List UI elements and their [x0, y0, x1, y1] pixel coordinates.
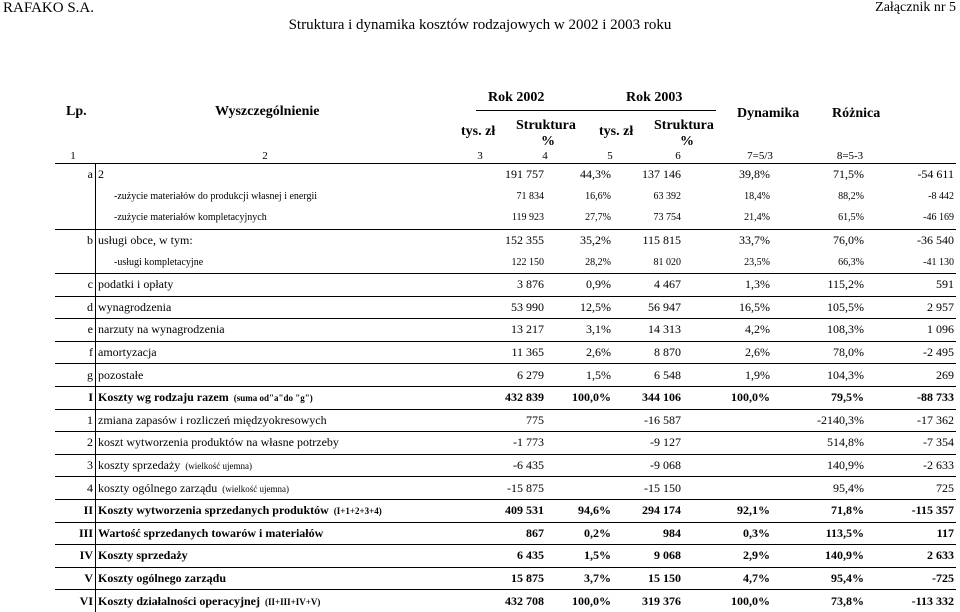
- colnum-8: 8=5-3: [836, 150, 864, 162]
- row-lp: [55, 207, 96, 229]
- table-row: [55, 590, 956, 612]
- row-name-text: pozostałe: [98, 367, 144, 382]
- dynamika-value: 95,4%: [772, 567, 866, 590]
- row-name-note: (wielkość ujemna): [222, 483, 290, 494]
- value-2003: 9 068: [613, 545, 683, 568]
- structure-2002: 44,3%: [546, 164, 613, 186]
- value-2002: -15 875: [478, 477, 546, 500]
- row-name: [96, 545, 479, 568]
- table-row: [55, 296, 956, 319]
- row-name-note: (I+1+2+3+4): [333, 506, 382, 517]
- structure-2003: 1,3%: [683, 273, 772, 296]
- structure-2003: 16,5%: [683, 296, 772, 319]
- roznica-value: -7 354: [866, 432, 956, 455]
- structure-2002: 0,9%: [546, 273, 613, 296]
- row-name: [96, 341, 479, 364]
- structure-2003: 100,0%: [683, 590, 772, 612]
- value-2002: 152 355: [478, 229, 546, 251]
- dynamika-value: -2140,3%: [772, 409, 866, 432]
- row-name: [96, 590, 479, 612]
- row-name-text: -zużycie materiałów do produkcji własnej i energii: [114, 190, 318, 202]
- row-lp: f: [55, 341, 96, 364]
- table-row: [55, 432, 956, 455]
- row-lp: II: [55, 499, 96, 522]
- structure-2002: 0,2%: [546, 522, 613, 545]
- value-2002: 71 834: [516, 190, 544, 202]
- colnum-4: 4: [542, 150, 548, 162]
- row-name-text: -zużycie materiałów kompletacyjnych: [114, 212, 267, 224]
- col-dynamika: Dynamika: [737, 106, 800, 121]
- row-lp: b: [55, 229, 96, 251]
- col-lp: Lp.: [66, 104, 87, 119]
- structure-2002: 3,7%: [546, 567, 613, 590]
- row-name-text: Wartość sprzedanych towarów i materiałów: [98, 525, 324, 540]
- structure-2002: 100,0%: [546, 386, 613, 409]
- value-2003: -15 150: [613, 477, 683, 500]
- row-name-text: -usługi kompletacyjne: [114, 256, 204, 268]
- row-name: [96, 251, 479, 273]
- row-name: [96, 567, 479, 590]
- table-row: [55, 567, 956, 590]
- row-lp: 3: [55, 454, 96, 477]
- roznica-value: -46 169: [923, 212, 954, 224]
- table-row: [55, 386, 956, 409]
- row-lp: VI: [55, 590, 96, 612]
- value-2003: 115 815: [613, 229, 683, 251]
- row-lp: [55, 186, 96, 208]
- dynamika-value: 113,5%: [772, 522, 866, 545]
- table-row: [55, 364, 956, 387]
- row-lp: 2: [55, 432, 96, 455]
- row-lp: g: [55, 364, 96, 387]
- structure-2003: 92,1%: [683, 499, 772, 522]
- row-name-text: wynagrodzenia: [98, 299, 172, 314]
- row-lp: I: [55, 386, 96, 409]
- structure-2003: [683, 454, 772, 477]
- structure-2002: 28,2%: [585, 256, 611, 268]
- value-2002: 775: [478, 409, 546, 432]
- value-2002: 122 150: [511, 256, 544, 268]
- dynamika-value: 108,3%: [772, 319, 866, 342]
- row-name-text: Koszty wg rodzaju razem: [98, 390, 229, 405]
- structure-2002: 35,2%: [546, 229, 613, 251]
- table-row: [55, 477, 956, 500]
- row-lp: III: [55, 522, 96, 545]
- dynamika-value: 71,8%: [772, 499, 866, 522]
- value-2003: -9 068: [613, 454, 683, 477]
- structure-2003: 39,8%: [683, 164, 772, 186]
- value-2002: 3 876: [478, 273, 546, 296]
- cost-table: [55, 163, 956, 612]
- row-lp: a: [55, 164, 96, 186]
- row-name: [96, 386, 479, 409]
- row-name-text: Koszty sprzedaży: [98, 548, 188, 563]
- dynamika-value: 76,0%: [772, 229, 866, 251]
- structure-2002: 16,6%: [585, 190, 611, 202]
- value-2002: 15 875: [478, 567, 546, 590]
- row-name: [96, 229, 479, 251]
- structure-2002: [546, 409, 613, 432]
- value-2002: 53 990: [478, 296, 546, 319]
- row-name: [96, 186, 479, 208]
- colnum-1: 1: [70, 150, 76, 162]
- roznica-value: 725: [866, 477, 956, 500]
- structure-2002: [546, 432, 613, 455]
- structure-2002: 1,5%: [546, 364, 613, 387]
- row-lp: IV: [55, 545, 96, 568]
- roznica-value: 269: [866, 364, 956, 387]
- table-row: [55, 409, 956, 432]
- value-2003: 8 870: [613, 341, 683, 364]
- row-name-text: Koszty wytworzenia sprzedanych produktów: [98, 503, 329, 518]
- row-name-note: (wielkość ujemna): [185, 461, 253, 472]
- header-divider: [476, 110, 716, 111]
- row-name-text: Koszty ogólnego zarządu: [98, 570, 226, 585]
- row-lp: [55, 251, 96, 273]
- roznica-value: -2 495: [866, 341, 956, 364]
- row-name: [96, 164, 479, 186]
- table-row: [55, 251, 956, 273]
- row-lp: d: [55, 296, 96, 319]
- structure-2002: 27,7%: [585, 212, 611, 224]
- dynamika-value: 105,5%: [772, 296, 866, 319]
- row-name-text: narzuty na wynagrodzenia: [98, 322, 225, 337]
- roznica-value: -2 633: [866, 454, 956, 477]
- table-row: [55, 273, 956, 296]
- row-lp: V: [55, 567, 96, 590]
- structure-2002: 94,6%: [546, 499, 613, 522]
- col-2003-structure-pct: %: [680, 134, 694, 149]
- roznica-value: -88 733: [866, 386, 956, 409]
- structure-2002: 1,5%: [546, 545, 613, 568]
- structure-2003: 4,2%: [683, 319, 772, 342]
- value-2003: 137 146: [613, 164, 683, 186]
- row-name: [96, 432, 479, 455]
- colnum-2: 2: [262, 150, 268, 162]
- row-name-text: zmiana zapasów i rozliczeń międzyokresowych: [98, 412, 327, 427]
- colnum-5: 5: [607, 150, 613, 162]
- structure-2002: 100,0%: [546, 590, 613, 612]
- value-2003: -16 587: [613, 409, 683, 432]
- col-roznica: Różnica: [832, 106, 881, 121]
- roznica-value: -115 357: [866, 499, 956, 522]
- structure-2003: 1,9%: [683, 364, 772, 387]
- row-name-text: podatki i opłaty: [98, 277, 174, 292]
- roznica-value: 2 633: [866, 545, 956, 568]
- col-2002-structure-pct: %: [541, 134, 555, 149]
- value-2002: 432 708: [478, 590, 546, 612]
- row-name: [96, 273, 479, 296]
- roznica-value: -36 540: [866, 229, 956, 251]
- value-2003: 6 548: [613, 364, 683, 387]
- col-year-2002: Rok 2002: [488, 90, 545, 105]
- dynamika-value: 95,4%: [772, 477, 866, 500]
- roznica-value: 2 957: [866, 296, 956, 319]
- table-row: [55, 499, 956, 522]
- structure-2002: 12,5%: [546, 296, 613, 319]
- row-name-note: (II+III+IV+V): [264, 596, 321, 607]
- colnum-6: 6: [675, 150, 681, 162]
- table-row: [55, 522, 956, 545]
- roznica-value: 117: [866, 522, 956, 545]
- value-2003: 319 376: [613, 590, 683, 612]
- structure-2003: [683, 432, 772, 455]
- value-2002: 11 365: [478, 341, 546, 364]
- row-name-text: Koszty działalności operacyjnej: [98, 593, 260, 608]
- structure-2002: [546, 454, 613, 477]
- row-name: [96, 319, 479, 342]
- roznica-value: -17 362: [866, 409, 956, 432]
- row-name: [96, 522, 479, 545]
- dynamika-value: 71,5%: [772, 164, 866, 186]
- table-row: [55, 454, 956, 477]
- structure-2002: 3,1%: [546, 319, 613, 342]
- roznica-value: 1 096: [866, 319, 956, 342]
- roznica-value: -113 332: [866, 590, 956, 612]
- row-name-text: koszty ogólnego zarządu: [98, 480, 218, 495]
- roznica-value: 591: [866, 273, 956, 296]
- col-year-2003: Rok 2003: [626, 90, 683, 105]
- structure-2003: 100,0%: [683, 386, 772, 409]
- row-name: [96, 499, 479, 522]
- value-2003: 73 754: [653, 212, 681, 224]
- col-name: Wyszczególnienie: [215, 104, 320, 119]
- company-name: RAFAKO S.A.: [3, 0, 94, 16]
- colnum-3: 3: [477, 150, 483, 162]
- roznica-value: -54 611: [866, 164, 956, 186]
- roznica-value: -8 442: [928, 190, 954, 202]
- col-2002-structure: Struktura: [516, 118, 576, 133]
- structure-2002: 2,6%: [546, 341, 613, 364]
- table-row: [55, 164, 956, 186]
- col-2003-value: tys. zł: [599, 124, 634, 139]
- roznica-value: -725: [866, 567, 956, 590]
- row-name: [96, 364, 479, 387]
- table-row: [55, 319, 956, 342]
- dynamika-value: 61,5%: [838, 212, 864, 224]
- table-row: [55, 207, 956, 229]
- row-lp: 4: [55, 477, 96, 500]
- row-name: [96, 207, 479, 229]
- structure-2002: [546, 477, 613, 500]
- structure-2003: 0,3%: [683, 522, 772, 545]
- annex-label: Załącznik nr 5: [875, 0, 956, 15]
- value-2002: -1 773: [478, 432, 546, 455]
- structure-2003: 21,4%: [744, 212, 770, 224]
- value-2003: 81 020: [653, 256, 681, 268]
- dynamika-value: 73,8%: [772, 590, 866, 612]
- value-2002: 867: [478, 522, 546, 545]
- dynamika-value: 140,9%: [772, 545, 866, 568]
- col-2002-value: tys. zł: [461, 124, 496, 139]
- row-name-text: koszt wytworzenia produktów na własne potrzeby: [98, 435, 339, 450]
- table-row: [55, 545, 956, 568]
- value-2003: 294 174: [613, 499, 683, 522]
- row-name: [96, 477, 479, 500]
- structure-2003: 4,7%: [683, 567, 772, 590]
- structure-2003: 2,6%: [683, 341, 772, 364]
- value-2002: 119 923: [511, 212, 544, 224]
- dynamika-value: 140,9%: [772, 454, 866, 477]
- dynamika-value: 79,5%: [772, 386, 866, 409]
- value-2002: 432 839: [478, 386, 546, 409]
- value-2003: 984: [613, 522, 683, 545]
- table-row: [55, 186, 956, 208]
- structure-2003: 18,4%: [744, 190, 770, 202]
- value-2003: 63 392: [653, 190, 681, 202]
- row-name-text: amortyzacja: [98, 345, 157, 360]
- table-row: [55, 341, 956, 364]
- document-title: Struktura i dynamika kosztów rodzajowych w 2002 i 2003 roku: [288, 17, 672, 33]
- value-2002: 6 435: [478, 545, 546, 568]
- value-2002: -6 435: [478, 454, 546, 477]
- row-name-text: usługi obce, w tym:: [98, 233, 193, 248]
- value-2002: 6 279: [478, 364, 546, 387]
- row-lp: 1: [55, 409, 96, 432]
- value-2002: 409 531: [478, 499, 546, 522]
- row-lp: c: [55, 273, 96, 296]
- value-2002: 13 217: [478, 319, 546, 342]
- dynamika-value: 514,8%: [772, 432, 866, 455]
- roznica-value: -41 130: [923, 256, 954, 268]
- value-2003: 14 313: [613, 319, 683, 342]
- dynamika-value: 104,3%: [772, 364, 866, 387]
- value-2003: 15 150: [613, 567, 683, 590]
- dynamika-value: 115,2%: [772, 273, 866, 296]
- row-name: [96, 296, 479, 319]
- value-2003: 4 467: [613, 273, 683, 296]
- structure-2003: [683, 477, 772, 500]
- table-row: [55, 229, 956, 251]
- structure-2003: [683, 409, 772, 432]
- row-name: [96, 454, 479, 477]
- value-2003: 344 106: [613, 386, 683, 409]
- col-2003-structure: Struktura: [654, 118, 714, 133]
- dynamika-value: 66,3%: [838, 256, 864, 268]
- row-name: [96, 409, 479, 432]
- value-2002: 191 757: [478, 164, 546, 186]
- structure-2003: 23,5%: [744, 256, 770, 268]
- row-name-text: koszty sprzedaży: [98, 458, 181, 473]
- dynamika-value: 78,0%: [772, 341, 866, 364]
- row-lp: e: [55, 319, 96, 342]
- row-name-note: (suma od"a"do "g"): [233, 393, 313, 404]
- value-2003: 56 947: [613, 296, 683, 319]
- structure-2003: 33,7%: [683, 229, 772, 251]
- structure-2003: 2,9%: [683, 545, 772, 568]
- colnum-7: 7=5/3: [747, 150, 773, 162]
- row-name-text: 2: [98, 167, 104, 182]
- value-2003: -9 127: [613, 432, 683, 455]
- dynamika-value: 88,2%: [838, 190, 864, 202]
